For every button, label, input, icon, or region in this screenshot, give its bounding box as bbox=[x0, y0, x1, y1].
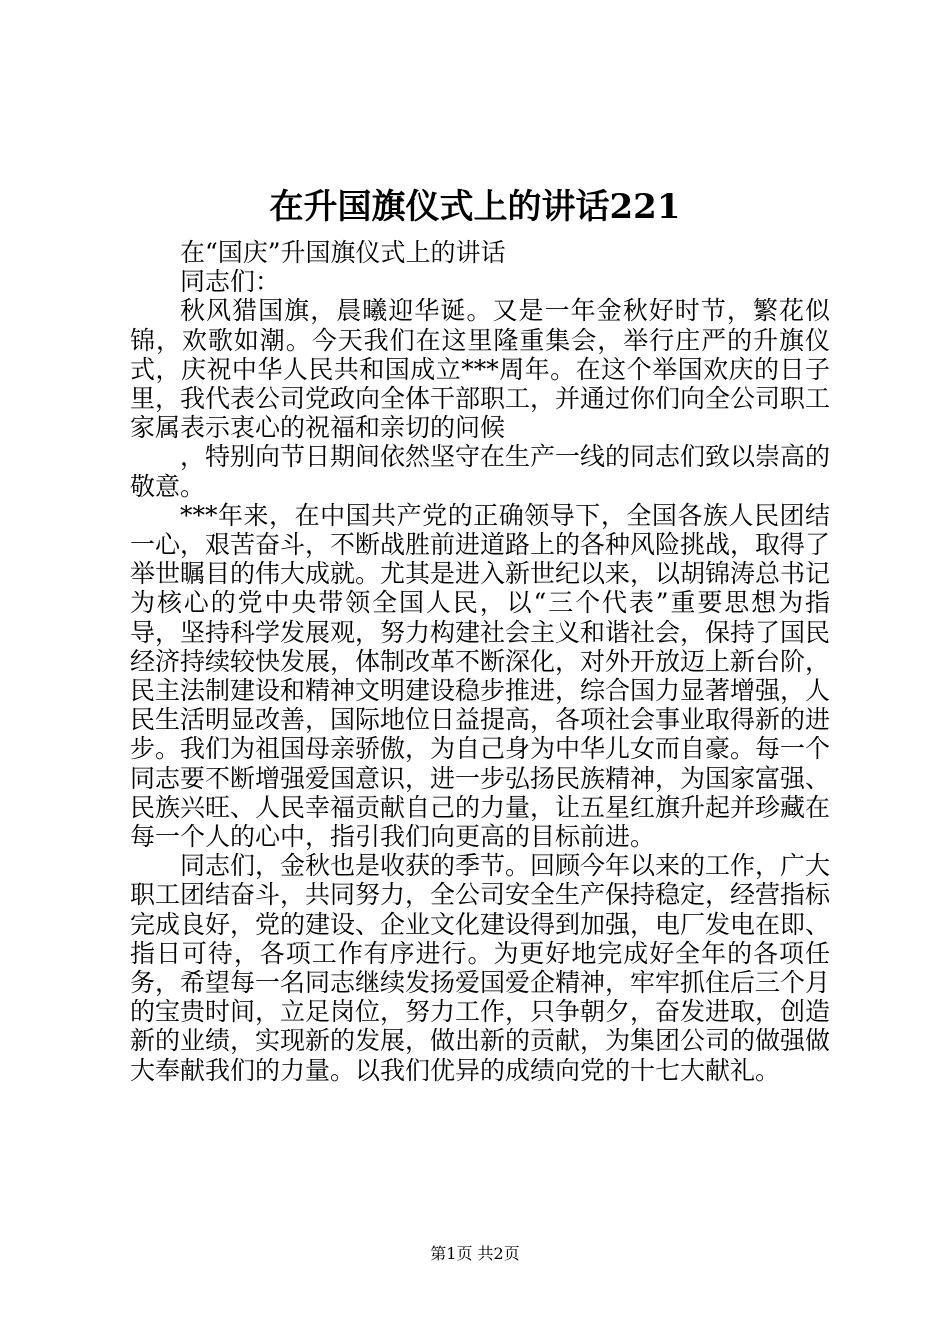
body-paragraph: ，特别向节日期间依然坚守在生产一线的同志们致以崇高的敬意。 bbox=[130, 442, 831, 501]
subtitle-paragraph: 在“国庆”升国旗仪式上的讲话 bbox=[180, 238, 506, 267]
page-footer: 第1页 共2页 bbox=[430, 1244, 520, 1263]
body-paragraph: 秋风猎国旗，晨曦迎华诞。又是一年金秋好时节，繁花似锦，欢歌如潮。今天我们在这里隆重集会，举行庄严的升旗仪式，庆祝中华人民共和国成立***周年。在这个举国欢庆的日子里，我代表公司党政向全体干部职工，并通过你们向全公司职工家属表示衷心的祝福和亲切的问候 bbox=[130, 296, 831, 443]
salutation-paragraph: 同志们： bbox=[180, 267, 281, 297]
document-title: 在升国旗仪式上的讲话221 bbox=[269, 187, 681, 227]
body-paragraph: ***年来，在中国共产党的正确领导下，全国各族人民团结一心，艰苦奋斗，不断战胜前进道路上的各种风险挑战，取得了举世瞩目的伟大成就。尤其是进入新世纪以来，以胡锦涛总书记为核心的党中央带领全国人民，以“三个代表”重要思想为指导，坚持科学发展观，努力构建社会主义和谐社会，保持了国民经济持续较快发展，体制改革不断深化，对外开放迈上新台阶，民主法制建设和精神文明建设稳步推进，综合国力显著增强，人民生活明显改善，国际地位日益提高，各项社会事业取得新的进步。我们为祖国母亲骄傲，为自己身为中华儿女而自豪。每一个同志要不断增强爱国意识，进一步弘扬民族精神，为国家富强、民族兴旺、人民幸福贡献自己的力量，让五星红旗升起并珍藏在每一个人的心中，指引我们向更高的目标前进。 bbox=[130, 500, 831, 852]
document-body bbox=[130, 238, 830, 1085]
body-paragraph: 同志们，金秋也是收获的季节。回顾今年以来的工作，广大职工团结奋斗，共同努力，全公司安全生产保持稳定，经营指标完成良好，党的建设、企业文化建设得到加强，电厂发电在即、指日可待，各项工作有序进行。为更好地完成好全年的各项任务，希望每一名同志继续发扬爱国爱企精神，牢牢抓住后三个月的宝贵时间，立足岗位，努力工作，只争朝夕，奋发进取，创造新的业绩，实现新的发展，做出新的贡献，为集团公司的做强做大奉献我们的力量。以我们优异的成绩向党的十七大献礼。 bbox=[130, 851, 831, 1085]
